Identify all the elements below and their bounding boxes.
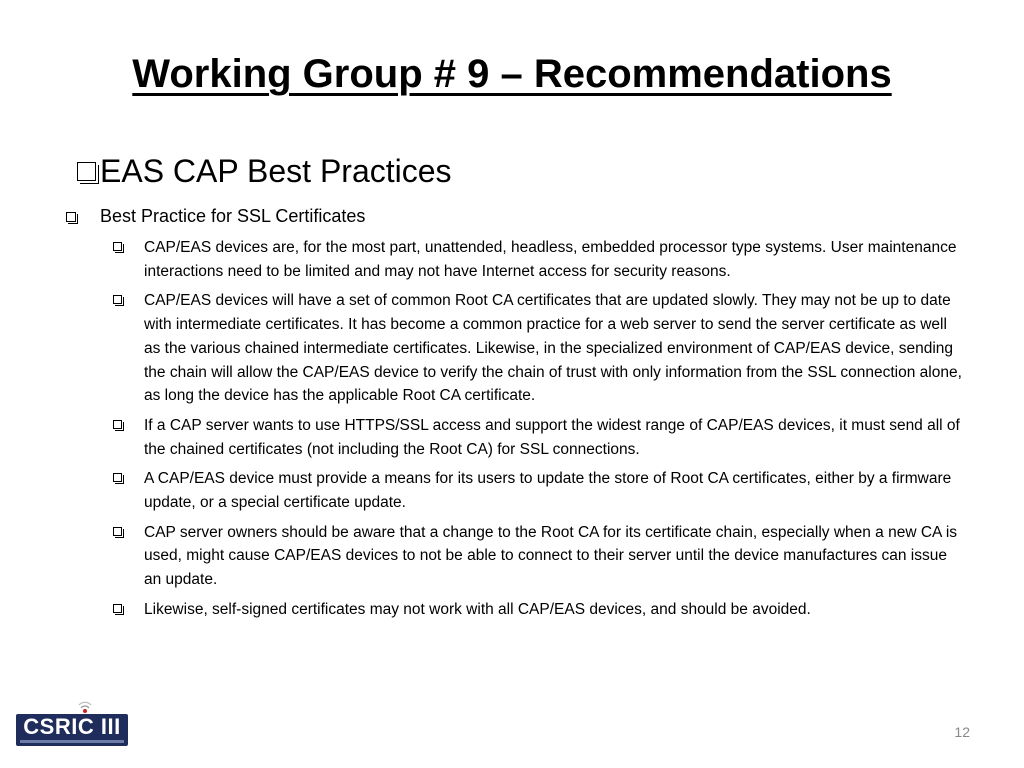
checkbox-bullet-icon [77, 162, 96, 181]
bullet-list [113, 236, 963, 628]
list-item [113, 289, 963, 408]
checkbox-bullet-icon [113, 473, 122, 482]
wireless-signal-icon [78, 700, 92, 714]
logo-text: CSRIC III [23, 714, 121, 739]
list-item-text: CAP server owners should be aware that a change to the Root CA for its certificate chain, especially when a new CA is used, might cause CAP/EAS devices to not be able to connect to their server until the device manufactures can issue an update. [144, 523, 958, 589]
page-number: 12 [954, 724, 970, 740]
subheading-bullet [66, 206, 365, 227]
heading-text: EAS CAP Best Practices [100, 153, 452, 189]
list-item-text: Likewise, self-signed certificates may not work with all CAP/EAS devices, and should be avoided. [144, 600, 811, 618]
checkbox-bullet-icon [113, 420, 122, 429]
list-item-text: If a CAP server wants to use HTTPS/SSL access and support the widest range of CAP/EAS devices, it must send all of the chained certificates (not including the Root CA) for SSL connections. [144, 416, 960, 458]
csric-logo [16, 700, 128, 750]
checkbox-bullet-icon [113, 295, 122, 304]
heading-bullet [77, 153, 452, 190]
subheading-text: Best Practice for SSL Certificates [100, 206, 366, 226]
list-item [113, 414, 963, 461]
list-item-text: CAP/EAS devices will have a set of common Root CA certificates that are updated slowly. They may not be up to date with intermediate certificates. It has become a common practice for a web server to send the server certificate as well as the various chained intermediate certificates. Likewise, in the specialized environment of CAP/EAS device, sending the chain will allow the CAP/EAS device to verify the chain of trust with only information from the SSL connection alone, as long the device has the applicable Root CA certificate. [144, 292, 962, 405]
slide-title: Working Group # 9 – Recommendations [132, 52, 892, 96]
checkbox-bullet-icon [113, 527, 122, 536]
logo-subtitle-strip [20, 740, 124, 743]
list-item [113, 236, 963, 283]
list-item-text: A CAP/EAS device must provide a means for its users to update the store of Root CA certificates, either by a firmware update, or a special certificate update. [144, 470, 952, 512]
checkbox-bullet-icon [113, 604, 122, 613]
checkbox-bullet-icon [113, 242, 122, 251]
list-item [113, 598, 963, 622]
list-item [113, 467, 963, 514]
list-item [113, 521, 963, 592]
checkbox-bullet-icon [66, 212, 76, 222]
list-item-text: CAP/EAS devices are, for the most part, unattended, headless, embedded processor type systems. User maintenance interactions need to be limited and may not have Internet access for security reasons. [144, 239, 957, 280]
